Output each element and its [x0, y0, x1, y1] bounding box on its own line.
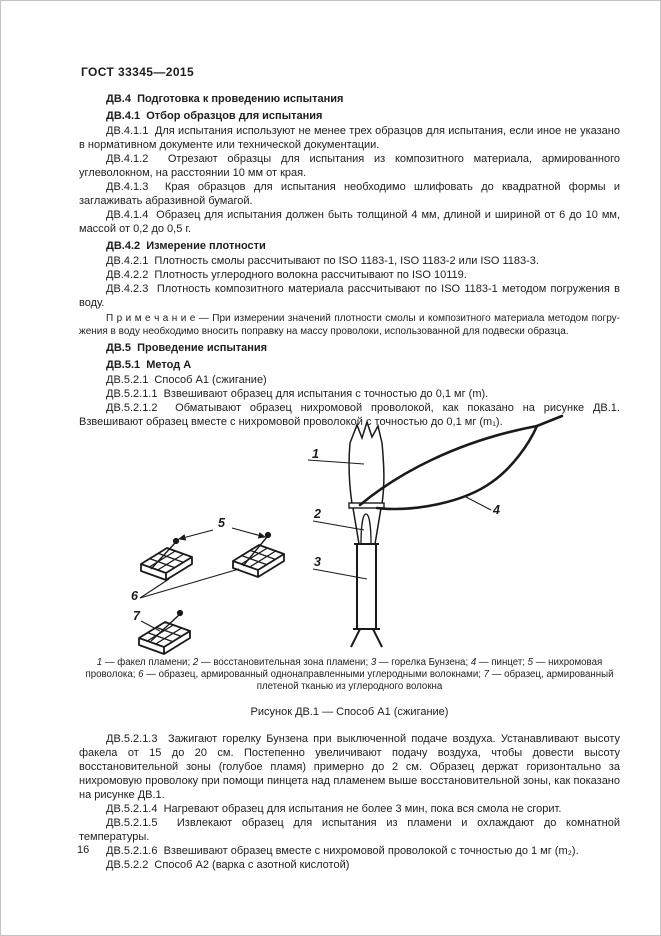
- page-number: 16: [77, 844, 90, 856]
- clause-dv-4-2-1: ДВ.4.2.1 Плотность смолы рассчитывают по ISO 1183-1, ISO 1183-2 или ISO 1183-3.: [106, 255, 539, 267]
- clause-dv-4-1-2: ДВ.4.1.2 Отрезают образцы для испытания из композитного материала, армированного углеволокном, на расстоянии 10 мм от края.: [79, 153, 620, 179]
- clause-dv-4-1-4: ДВ.4.1.4 Образец для испытания должен быть толщиной 4 мм, длиной и шириной от 6 до 10 мм, массой от 0,2 до 0,5 г.: [79, 209, 620, 235]
- legend-item: [471, 657, 528, 668]
- clause-dv-5-2-1-5: ДВ.5.2.1.5 Извлекают образец для испытания из пламени и охлаждают до комнатной температуры.: [79, 817, 620, 843]
- upper-text-section: [79, 89, 620, 429]
- clause-dv-4-heading: ДВ.4 Подготовка к проведению испытания: [106, 93, 344, 105]
- legend-item: [97, 657, 193, 668]
- clause-dv-4-2-2: ДВ.4.2.2 Плотность углеродного волокна рассчитывают по ISO 10119.: [106, 269, 467, 281]
- reduction-zone-cone: [361, 514, 371, 544]
- legend-number: 2: [192, 657, 199, 668]
- legend-text: — горелка Бунзена;: [376, 657, 471, 668]
- legend-text: — восстановительная зона пламени;: [198, 657, 371, 668]
- clause-dv-5-2-1-2: ДВ.5.2.1.2 Обматывают образец нихромовой проволокой, как показано на рисунке ДВ.1. Взвешивают образец вместе с нихромовой проволокой с точностью до 0,1 мг (m₁).: [79, 402, 620, 428]
- flame-base: [353, 508, 381, 544]
- clause-dv-4-2-3: ДВ.4.2.3 Плотность композитного материала рассчитывают по ISO 1183-1 методом погружения в воду.: [79, 283, 620, 309]
- clause-dv-5-2-1-1: ДВ.5.2.1.1 Взвешивают образец для испытания с точностью до 0,1 мг (m).: [106, 388, 489, 400]
- legend-number: 5: [527, 657, 534, 668]
- legend-number: 6: [138, 669, 144, 680]
- clause-dv-5-heading: ДВ.5 Проведение испытания: [106, 342, 268, 354]
- legend-number: 1: [96, 657, 103, 668]
- clause-dv-5-2-1-4: ДВ.5.2.1.4 Нагревают образец для испытания не более 3 мин, пока вся смола не сгорит.: [106, 803, 562, 815]
- lower-text-section: [79, 732, 620, 872]
- clause-dv-5-1-heading: ДВ.5.1 Метод А: [106, 359, 192, 371]
- legend-text: — факел пламени;: [102, 657, 193, 668]
- legend-text: — образец, армированный плетеной тканью из углеродного волокна: [256, 669, 614, 692]
- legend-number: 3: [370, 657, 377, 668]
- figure-legend: [79, 657, 620, 693]
- legend-text: — нихромовая проволока;: [85, 657, 603, 680]
- figure-label-sample-woven: 7: [133, 609, 140, 623]
- note-density: П р и м е ч а н и е — При измерении значений плотности смолы и композитного материала методом погружения в воду необходимо вносить поправку на массу проволоки, использованной для подвески образца.: [79, 313, 620, 337]
- figure-label-flame: 1: [312, 447, 319, 461]
- clause-dv-4-1-heading: ДВ.4.1 Отбор образцов для испытания: [106, 110, 323, 122]
- bunsen-burner-tube: [351, 544, 382, 647]
- legend-number: 4: [470, 657, 477, 668]
- legend-item: [193, 657, 371, 668]
- figure-label-reduction-zone: 2: [314, 507, 321, 521]
- tweezers: [360, 416, 562, 509]
- clause-dv-5-2-1: ДВ.5.2.1 Способ А1 (сжигание): [106, 374, 267, 386]
- legend-text: — образец, армированный однонаправленными углеродными волокнами;: [143, 669, 484, 680]
- clause-dv-4-2-heading: ДВ.4.2 Измерение плотности: [106, 240, 266, 252]
- sample-unidirectional-right: [233, 545, 284, 577]
- legend-text: — пинцет;: [476, 657, 528, 668]
- figure-label-burner: 3: [314, 555, 321, 569]
- legend-item: [371, 657, 471, 668]
- clause-dv-5-2-2: ДВ.5.2.2 Способ А2 (варка с азотной кислотой): [106, 859, 350, 871]
- legend-item: [138, 669, 484, 680]
- legend-number: 7: [483, 669, 490, 680]
- sample-woven: [139, 622, 190, 654]
- figure-dv1: [61, 413, 621, 658]
- clause-dv-5-2-1-3: ДВ.5.2.1.3 Зажигают горелку Бунзена при выключенной подаче воздуха. Устанавливают высоту факела от 15 до 20 см. Постепенно увеличивают подачу воздуха, чтобы довести высоту восстановительной зоны (голубое пламя) примерно до 2 см. Образец держат горизонтально за нихромовую проволоку при помощи пинцета над пламенем выше восстановительной зоны, как показано на рисунке ДВ.1.: [79, 733, 620, 801]
- figure-label-wire: 5: [218, 516, 225, 530]
- bunsen-burner-diagram: [61, 413, 621, 658]
- figure-label-sample-uni: 6: [131, 589, 138, 603]
- clause-dv-4-1-3: ДВ.4.1.3 Края образцов для испытания необходимо шлифовать до квадратной формы и заглаживать абразивной бумагой.: [79, 181, 620, 207]
- figure-label-tweezers: 4: [493, 503, 500, 517]
- clause-dv-5-2-1-6: ДВ.5.2.1.6 Взвешивают образец вместе с нихромовой проволокой с точностью до 1 мг (m₂).: [106, 845, 579, 857]
- clause-dv-4-1-1: ДВ.4.1.1 Для испытания используют не менее трех образцов для испытания, если иное не указано в нормативном документе или технической документации.: [79, 125, 620, 151]
- document-header: ГОСТ 33345—2015: [81, 65, 195, 79]
- leader-lines: [140, 460, 491, 631]
- figure-caption: Рисунок ДВ.1 — Способ А1 (сжигание): [250, 706, 449, 718]
